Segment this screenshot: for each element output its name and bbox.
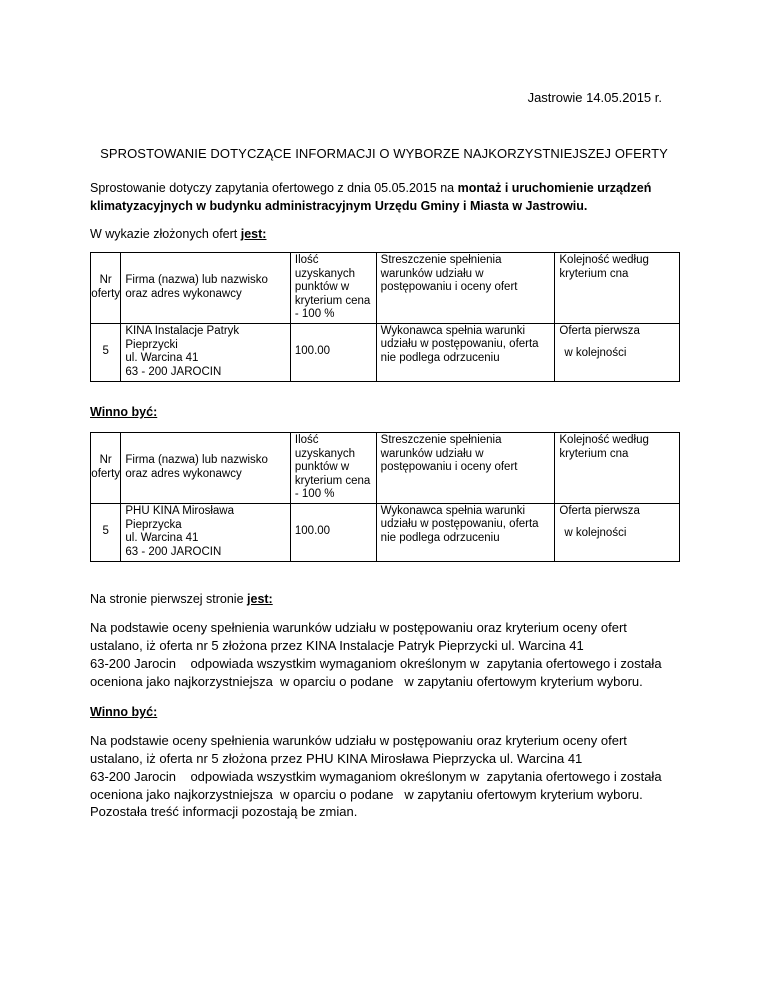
header-firm: Firma (nazwa) lub nazwisko oraz adres wykonawcy [121, 253, 291, 324]
header-nr: Nr oferty [91, 253, 121, 324]
paragraph-is [90, 619, 690, 691]
firm-line-3: ul. Warcina 41 [125, 532, 199, 544]
firm-line-1: KINA Instalacje Patryk [125, 325, 240, 337]
para-line: Na podstawie oceny spełnienia warunków udziału w postępowaniu oraz kryterium oceny ofert [90, 733, 627, 748]
offers-table-is [90, 252, 680, 382]
table-row [91, 503, 680, 561]
para-line: oceniona jako najkorzystniejsza w oparciu o podane w zapytaniu ofertowym kryterium wyboru. [90, 674, 643, 689]
para-line: 63-200 Jarocin odpowiada wszystkim wymaganiom określonym w zapytania ofertowego i została [90, 656, 662, 671]
intro-lead: Sprostowanie dotyczy zapytania ofertowego z dnia 05.05.2015 na [90, 181, 458, 195]
section-label-should-2 [90, 705, 157, 719]
rank-line-1: Oferta pierwsza [559, 324, 640, 337]
cell-summary: Wykonawca spełnia warunki udziału w postępowaniu, oferta nie podlega odrzuceniu [376, 323, 555, 381]
cell-summary: Wykonawca spełnia warunki udziału w postępowaniu, oferta nie podlega odrzuceniu [376, 503, 555, 561]
section-label-emph: jest: [240, 227, 267, 241]
cell-firm [121, 503, 291, 561]
header-rank: Kolejność według kryterium cna [555, 253, 680, 324]
document-title: SPROSTOWANIE DOTYCZĄCE INFORMACJI O WYBORZE NAJKORZYSTNIEJSZEJ OFERTY [100, 146, 668, 161]
cell-points: 100.00 [290, 323, 376, 381]
firm-line-2: Pieprzycki [125, 338, 178, 351]
paragraph-should [90, 732, 690, 804]
section-label-emph: Winno być: [90, 405, 158, 419]
header-points: Ilość uzyskanych punktów w kryterium cena - 100 % [290, 253, 376, 324]
section-label-first-page [90, 592, 273, 606]
section-label-emph: Winno być: [90, 705, 158, 719]
header-nr: Nr oferty [91, 433, 121, 504]
para-line: oceniona jako najkorzystniejsza w oparciu o podane w zapytaniu ofertowym kryterium wyboru. [90, 787, 643, 802]
offers-table-should [90, 432, 680, 562]
para-line: ustalano, iż oferta nr 5 złożona przez PHU KINA Mirosława Pieprzycka ul. Warcina 41 [90, 751, 583, 766]
intro-paragraph [90, 179, 680, 215]
para-line: 63-200 Jarocin odpowiada wszystkim wymaganiom określonym w zapytania ofertowego i została [90, 769, 662, 784]
table-header-row [91, 433, 680, 504]
firm-line-4: 63 - 200 JAROCIN [125, 365, 222, 378]
table-header-row [91, 253, 680, 324]
header-points: Ilość uzyskanych punktów w kryterium cena - 100 % [290, 433, 376, 504]
header-firm: Firma (nazwa) lub nazwisko oraz adres wykonawcy [121, 433, 291, 504]
rank-line-1: Oferta pierwsza [559, 504, 640, 517]
table-row [91, 323, 680, 381]
rank-line-2: w kolejności [564, 527, 627, 539]
header-summary: Streszczenie spełnienia warunków udziału w postępowaniu i oceny ofert [376, 433, 555, 504]
firm-line-1: PHU KINA Mirosława [125, 505, 235, 517]
para-line: ustalano, iż oferta nr 5 złożona przez KINA Instalacje Patryk Pieprzycki ul. Warcina 41 [90, 638, 584, 653]
cell-nr: 5 [91, 323, 121, 381]
rank-line-2: w kolejności [564, 347, 627, 359]
firm-line-4: 63 - 200 JAROCIN [125, 545, 222, 558]
cell-rank [555, 323, 680, 381]
section-label-prefix: W wykazie złożonych ofert [90, 227, 241, 241]
header-rank: Kolejność według kryterium cna [555, 433, 680, 504]
cell-nr: 5 [91, 503, 121, 561]
document-date: Jastrowie 14.05.2015 r. [527, 90, 662, 105]
cell-rank [555, 503, 680, 561]
para-line: Na podstawie oceny spełnienia warunków udziału w postępowaniu oraz kryterium oceny ofert [90, 620, 627, 635]
firm-line-2: Pieprzycka [125, 518, 182, 531]
section-label-is [90, 227, 266, 241]
section-label-emph: jest: [247, 592, 273, 606]
firm-line-3: ul. Warcina 41 [125, 352, 199, 364]
closing-note: Pozostała treść informacji pozostają be zmian. [90, 804, 358, 819]
cell-firm [121, 323, 291, 381]
intro-subject: montaż i uruchomienie urządzeń klimatyzacyjnych w budynku administracyjnym Urzędu Gminy i Miasta w Jastrowiu [90, 181, 652, 213]
section-label-should [90, 405, 157, 419]
section-label-prefix: Na stronie pierwszej stronie [90, 592, 248, 606]
cell-points: 100.00 [290, 503, 376, 561]
header-summary: Streszczenie spełnienia warunków udziału w postępowaniu i oceny ofert [376, 253, 555, 324]
intro-end: . [583, 199, 588, 213]
